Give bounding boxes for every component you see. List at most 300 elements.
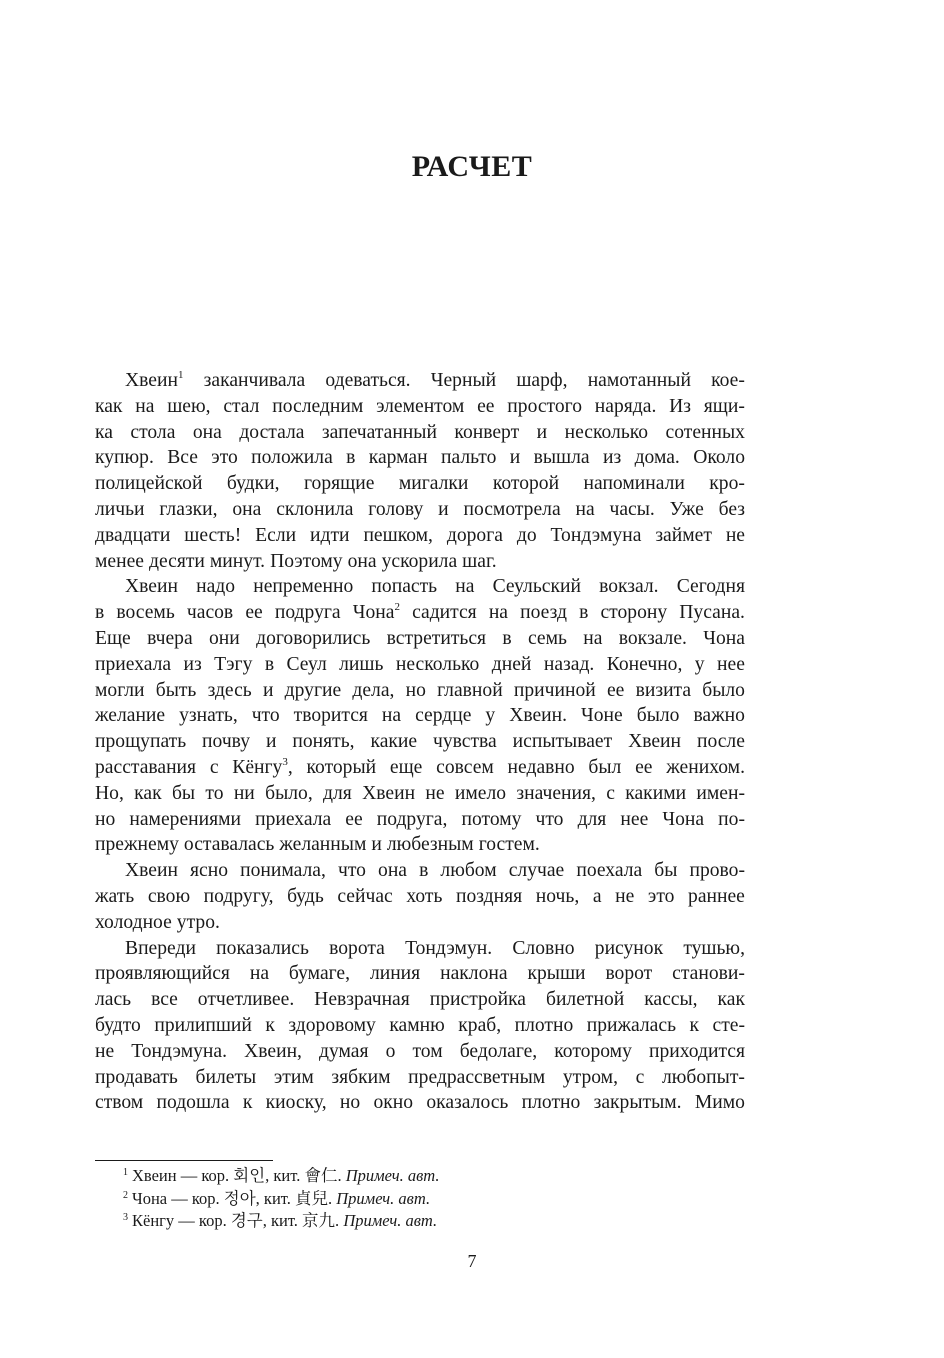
- word: что: [535, 808, 564, 830]
- word: творится: [293, 705, 368, 727]
- word: совсем: [436, 756, 494, 778]
- word: гостем.: [478, 834, 540, 856]
- word: бы: [654, 860, 678, 882]
- word: кро-: [709, 473, 745, 495]
- word: имело: [454, 782, 507, 804]
- text-line: [95, 729, 745, 755]
- word: к: [242, 1092, 253, 1114]
- text-line: [95, 884, 745, 910]
- text-line: [95, 910, 745, 936]
- word: важно: [693, 705, 745, 727]
- word: Чона: [662, 808, 705, 830]
- word: Чона$^2$: [352, 601, 400, 624]
- word: значения,: [516, 782, 596, 804]
- text-line: [95, 523, 745, 549]
- word: ее: [245, 602, 263, 624]
- word: любом: [440, 860, 497, 882]
- text-line: [95, 807, 745, 833]
- word: о: [385, 1040, 396, 1062]
- word: Кёнгу$^3$,: [232, 755, 293, 778]
- word: подошла: [156, 1092, 230, 1114]
- word: намотанный: [587, 370, 691, 391]
- word: Невзрачная: [314, 989, 410, 1011]
- word: быть: [155, 679, 197, 701]
- word: последним: [272, 395, 364, 417]
- word: Если: [255, 524, 297, 546]
- footnote-number: 3: [123, 1212, 128, 1223]
- word: вокзале.: [618, 627, 687, 649]
- word: Хвеин: [125, 860, 178, 882]
- word: желанным: [279, 834, 367, 856]
- word: Хвеин: [362, 782, 416, 804]
- word: оказалось: [426, 1092, 509, 1114]
- word: рисунок: [594, 937, 664, 959]
- word: на: [583, 627, 603, 649]
- text-line: [95, 652, 745, 678]
- word: как: [717, 989, 745, 1011]
- word: билеты: [195, 1066, 257, 1088]
- word: горящие: [303, 473, 375, 495]
- word: положила: [251, 447, 333, 469]
- word: любезным: [386, 834, 474, 856]
- word: к: [265, 1014, 275, 1036]
- word: будто: [95, 1014, 141, 1036]
- text-line: [95, 445, 745, 471]
- word: Хвеин$^1$: [125, 369, 184, 391]
- word: шею,: [167, 395, 211, 417]
- text-line: [95, 1065, 745, 1091]
- word: в: [346, 447, 356, 469]
- text-line: [95, 574, 745, 600]
- word: том: [412, 1040, 443, 1062]
- word: пальто: [440, 447, 497, 469]
- word: кассы,: [644, 989, 698, 1011]
- text-line: [95, 497, 745, 523]
- word: у: [485, 705, 496, 727]
- word: менее: [95, 550, 144, 572]
- word: будь: [287, 885, 324, 907]
- word: в: [579, 602, 589, 624]
- word: сейчас: [337, 885, 393, 907]
- word: прижалась: [586, 1014, 677, 1036]
- word: и: [371, 834, 382, 856]
- word: жать: [95, 885, 135, 907]
- word: из: [183, 653, 202, 675]
- word: займет: [655, 524, 712, 546]
- footnote-note: Примеч. авт.: [343, 1211, 438, 1230]
- word: этим: [273, 1066, 314, 1088]
- word: поехала: [576, 860, 643, 882]
- word: к: [689, 1014, 700, 1036]
- word: Еще: [95, 627, 131, 649]
- word: одеваться.: [325, 370, 411, 391]
- word: вышла: [533, 447, 590, 469]
- word: Но,: [95, 782, 124, 804]
- word: Сегодня: [676, 576, 745, 598]
- text-line: [95, 781, 745, 807]
- word: десяти: [148, 550, 205, 572]
- word: холодное: [95, 911, 172, 933]
- word: что: [251, 705, 280, 727]
- word: напоминали: [583, 473, 685, 495]
- word: подруга,: [376, 808, 448, 830]
- word: ни: [233, 782, 255, 804]
- word: ускорила: [381, 550, 458, 572]
- word: бедолаге,: [459, 1040, 538, 1062]
- word: дней: [491, 653, 532, 675]
- word: главной: [437, 679, 503, 701]
- word: стола: [130, 421, 176, 443]
- word: после: [696, 731, 745, 753]
- word: предрассветным: [408, 1066, 546, 1088]
- body-text: [95, 368, 745, 1116]
- word: приходится: [648, 1040, 745, 1062]
- word: Тондэмун.: [405, 937, 493, 959]
- word: как: [134, 782, 162, 804]
- word: продавать: [95, 1066, 178, 1088]
- word: и: [536, 421, 548, 443]
- word: на: [575, 498, 595, 520]
- word: нее: [620, 808, 649, 830]
- word: хоть: [406, 885, 443, 907]
- word: она: [192, 421, 222, 443]
- word: было: [636, 705, 680, 727]
- word: чувства: [433, 731, 497, 753]
- word: окно: [373, 1092, 414, 1114]
- word: по-: [718, 808, 745, 830]
- word: ством: [95, 1092, 144, 1114]
- word: личьи: [95, 498, 145, 520]
- word: еще: [389, 756, 423, 778]
- word: шесть!: [184, 524, 242, 546]
- word: пристройка: [429, 989, 527, 1011]
- word: Тондэмуна.: [131, 1040, 228, 1062]
- word: восемь: [116, 602, 175, 624]
- word: Поэтому: [270, 550, 343, 572]
- word: которой: [492, 473, 560, 495]
- word: несколько: [564, 421, 649, 443]
- word: достала: [239, 421, 305, 443]
- word: Словно: [512, 937, 575, 959]
- word: визита: [635, 679, 692, 701]
- word: прощупать: [95, 731, 187, 753]
- word: прово-: [689, 860, 745, 882]
- word: тушью,: [683, 937, 745, 959]
- word: причиной: [513, 679, 596, 701]
- word: в: [419, 860, 429, 882]
- word: но: [405, 679, 426, 701]
- word: лась: [95, 989, 132, 1011]
- word: вчера: [147, 627, 193, 649]
- word: для: [323, 782, 352, 804]
- word: а: [592, 885, 602, 907]
- word: поезд: [520, 602, 567, 624]
- word: то: [205, 782, 224, 804]
- word: у: [694, 653, 705, 675]
- word: любопыт-: [662, 1066, 745, 1088]
- word: ее: [477, 395, 495, 417]
- word: и: [509, 447, 521, 469]
- text-line: [95, 471, 745, 497]
- word: Тэгу: [214, 653, 253, 675]
- word: приехала: [95, 653, 172, 675]
- word: ее: [345, 808, 363, 830]
- word: не: [615, 885, 635, 907]
- word: идти: [310, 524, 350, 546]
- word: Тондэмуна: [550, 524, 642, 546]
- word: имен-: [696, 782, 745, 804]
- word: пешком,: [363, 524, 433, 546]
- word: из: [602, 447, 622, 469]
- word: на: [381, 705, 402, 727]
- word: раннее: [688, 885, 745, 907]
- word: женихом.: [666, 756, 745, 778]
- word: кое-: [711, 370, 745, 391]
- text-line: [95, 832, 745, 858]
- word: но: [339, 1092, 361, 1114]
- word: Из: [669, 395, 692, 417]
- word: сотенных: [665, 421, 745, 443]
- word: запечатанный: [321, 421, 437, 443]
- word: бы: [171, 782, 196, 804]
- word: заканчивала: [203, 370, 306, 391]
- word: наряда.: [594, 395, 657, 417]
- footnote-number: 2: [123, 1189, 128, 1201]
- footnote-item: [123, 1188, 440, 1211]
- word: склонила: [276, 498, 354, 520]
- word: дома.: [634, 447, 680, 469]
- word: договорились: [256, 627, 371, 649]
- word: без: [718, 498, 745, 520]
- footnote-note: Примеч. авт.: [336, 1188, 431, 1208]
- word: оставалась: [183, 834, 275, 856]
- word: почву: [202, 731, 251, 753]
- word: ка: [95, 421, 113, 443]
- footnote-text: Хвеин — кор. 회인, кит. 會仁.: [132, 1166, 346, 1185]
- word: простого: [507, 395, 582, 417]
- word: Хвеин: [628, 731, 682, 753]
- word: двадцати: [95, 524, 171, 546]
- text-line: [95, 600, 745, 626]
- word: это: [211, 447, 238, 469]
- word: ее: [606, 679, 625, 701]
- word: садится: [412, 602, 477, 624]
- word: сердце: [415, 705, 472, 727]
- word: надо: [196, 576, 236, 598]
- text-line: [95, 678, 745, 704]
- word: было,: [265, 782, 313, 804]
- word: отчетливее.: [197, 989, 295, 1011]
- word: не: [425, 782, 445, 804]
- word: Конечно,: [606, 653, 683, 675]
- word: Пусана.: [679, 602, 745, 624]
- word: что: [337, 860, 366, 882]
- page-number: 7: [467, 1251, 477, 1271]
- word: зябким: [331, 1066, 391, 1088]
- word: подругу,: [203, 885, 274, 907]
- word: какие: [370, 731, 418, 753]
- word: в: [502, 627, 512, 649]
- word: будки,: [226, 473, 280, 495]
- word: поздняя: [456, 885, 523, 907]
- text-line: [95, 626, 745, 652]
- word: подруга: [274, 602, 341, 624]
- word: попасть: [371, 576, 438, 598]
- text-line: [95, 858, 745, 884]
- word: назад.: [543, 653, 595, 675]
- word: ее: [635, 756, 653, 778]
- footnote-note: Примеч. авт.: [345, 1166, 440, 1185]
- word: вокзал.: [599, 576, 659, 598]
- footnote-item: [123, 1210, 440, 1233]
- word: ящи-: [703, 395, 745, 417]
- word: посмотрела: [463, 498, 561, 520]
- word: показались: [216, 937, 309, 959]
- word: ворот: [605, 963, 653, 985]
- text-line: [95, 755, 745, 781]
- word: семь: [527, 627, 567, 649]
- word: сторону: [600, 602, 668, 624]
- chapter-title: РАСЧЕТ: [411, 150, 533, 183]
- word: свою: [147, 885, 191, 907]
- footnote-number: 1: [123, 1167, 128, 1178]
- word: киоску,: [265, 1092, 327, 1114]
- word: как: [95, 395, 123, 417]
- word: понимала,: [240, 860, 326, 882]
- word: Около: [693, 447, 745, 469]
- word: Все: [167, 447, 198, 469]
- word: и: [262, 679, 274, 701]
- word: до: [516, 524, 537, 546]
- text-line: [95, 549, 745, 575]
- word: ночь,: [535, 885, 580, 907]
- word: закрытым.: [593, 1092, 682, 1114]
- word: расставания: [95, 756, 197, 778]
- word: Впереди: [125, 937, 196, 959]
- word: утро.: [176, 911, 220, 933]
- word: плотно: [514, 1014, 574, 1036]
- word: все: [151, 989, 178, 1011]
- word: шаг.: [462, 550, 497, 572]
- word: конверт: [454, 421, 520, 443]
- footnote-divider: [95, 1160, 273, 1161]
- word: здоровому: [288, 1014, 376, 1036]
- word: шарф,: [516, 370, 568, 391]
- footnote-text: Чона — кор. 정아, кит. 貞兒.: [132, 1188, 337, 1208]
- word: мигалки: [398, 473, 469, 495]
- word: дела,: [352, 679, 395, 701]
- word: ясно: [190, 860, 229, 882]
- word: на: [488, 602, 508, 624]
- word: ворота: [329, 937, 385, 959]
- word: минут.: [209, 550, 266, 572]
- word: непременно: [253, 576, 354, 598]
- text-line: [95, 703, 745, 729]
- word: билетной: [545, 989, 625, 1011]
- word: Хвеин: [125, 576, 178, 598]
- text-line: [95, 987, 745, 1013]
- word: нее: [717, 653, 745, 675]
- word: Хвеин.: [509, 705, 568, 727]
- word: дорога: [446, 524, 503, 546]
- word: здесь: [207, 679, 252, 701]
- word: не: [725, 524, 745, 546]
- footnote-ref: 3: [282, 755, 288, 768]
- word: узнать,: [179, 705, 238, 727]
- word: встретиться: [386, 627, 487, 649]
- word: полицейской: [95, 473, 203, 495]
- word: и: [265, 731, 277, 753]
- word: Сеульский: [492, 576, 581, 598]
- text-line: [95, 368, 745, 394]
- word: элементом: [376, 395, 465, 417]
- word: она: [232, 498, 262, 520]
- word: краб,: [458, 1014, 502, 1036]
- word: купюр.: [95, 447, 154, 469]
- word: приехала: [255, 808, 332, 830]
- word: какими: [625, 782, 687, 804]
- word: сте-: [712, 1014, 745, 1036]
- text-line: [95, 394, 745, 420]
- word: глазки,: [159, 498, 218, 520]
- word: было: [702, 679, 745, 701]
- word: она: [378, 860, 407, 882]
- text-line: [95, 1039, 745, 1065]
- word: на: [249, 963, 270, 985]
- word: с: [209, 756, 219, 778]
- word: камню: [389, 1014, 445, 1036]
- footnote-ref: 1: [177, 369, 184, 381]
- word: наклона: [440, 963, 508, 985]
- word: и: [438, 498, 449, 520]
- word: в: [95, 602, 105, 624]
- word: она: [347, 550, 377, 572]
- word: был: [588, 756, 622, 778]
- word: они: [208, 627, 240, 649]
- word: в: [264, 653, 275, 675]
- word: Черный: [430, 370, 497, 391]
- word: Мимо: [694, 1092, 745, 1114]
- text-line: [95, 420, 745, 446]
- word: могли: [95, 679, 145, 701]
- word: Сеул: [286, 653, 327, 675]
- word: это: [647, 885, 675, 907]
- word: которому: [554, 1040, 632, 1062]
- footnotes: [123, 1165, 440, 1233]
- text-line: [95, 961, 745, 987]
- word: желание: [95, 705, 166, 727]
- word: голову: [368, 498, 424, 520]
- text-line: [95, 1013, 745, 1039]
- text-line: [95, 936, 745, 962]
- word: утром,: [562, 1066, 618, 1088]
- word: но: [95, 808, 116, 830]
- word: с: [606, 782, 615, 804]
- word: часов: [186, 602, 234, 624]
- word: стал: [223, 395, 260, 417]
- word: который: [306, 756, 377, 778]
- word: Уже: [669, 498, 704, 520]
- word: линия: [369, 963, 421, 985]
- word: с: [635, 1066, 645, 1088]
- word: карман: [368, 447, 428, 469]
- word: думая: [319, 1040, 369, 1062]
- word: прилипший: [154, 1014, 252, 1036]
- word: лишь: [339, 653, 384, 675]
- word: понять,: [292, 731, 355, 753]
- word: плотно: [521, 1092, 581, 1114]
- word: испытывает: [512, 731, 613, 753]
